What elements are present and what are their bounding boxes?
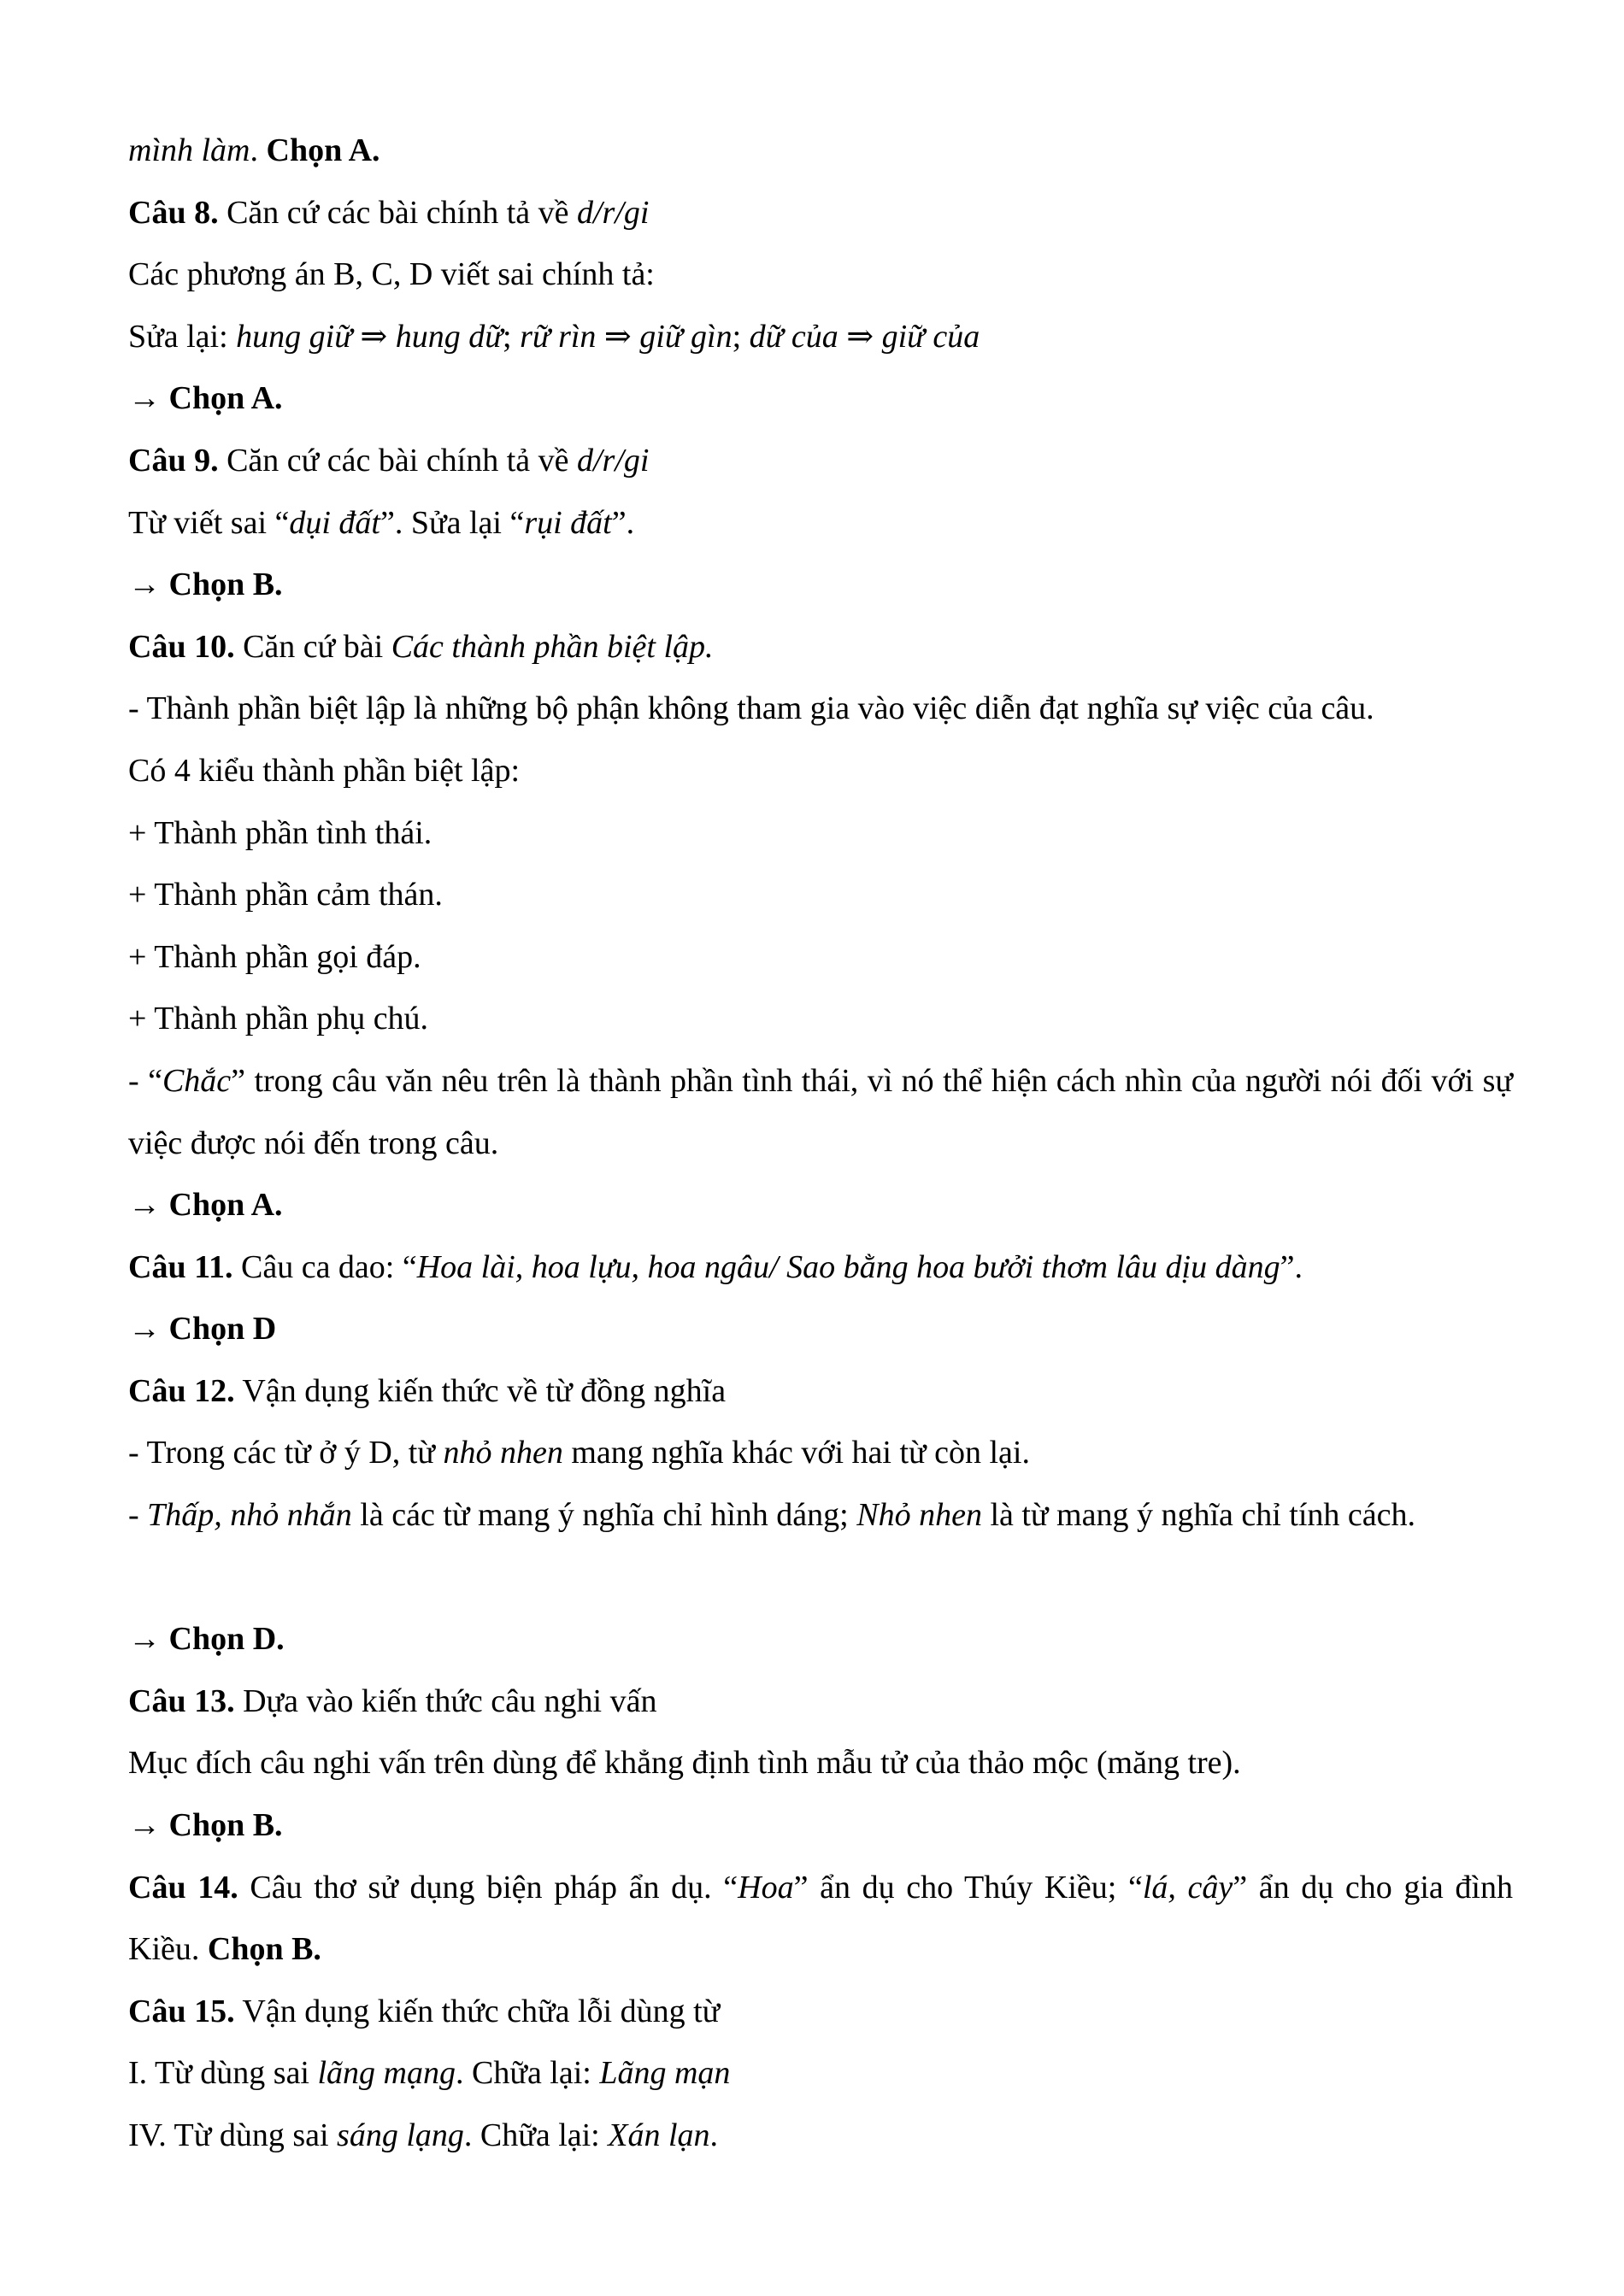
question-10-list-item: + Thành phần tình thái. [128,814,432,851]
question-8-answer: → Chọn A. [128,380,283,417]
question-12-explanation: - Thấp, nhỏ nhắn là các từ mang ý nghĩa chỉ hình dáng; Nhỏ nhen là từ mang ý nghĩa chỉ tính cách. [128,1497,1416,1534]
question-10-answer: → Chọn A. [128,1187,283,1224]
question-12-answer: → Chọn D. [128,1621,285,1658]
question-10-heading: Câu 10. Căn cứ bài Các thành phần biệt lập. [128,628,714,665]
question-12-line: - Trong các từ ở ý D, từ nhỏ nhen mang nghĩa khác với hai từ còn lại. [128,1435,1030,1471]
question-10-list-item: + Thành phần cảm thán. [128,877,443,913]
question-9-answer: → Chọn B. [128,567,283,603]
question-10-line: Có 4 kiểu thành phần biệt lập: [128,752,521,789]
question-10-list-item: + Thành phần phụ chú. [128,1001,429,1037]
line-continuation: mình làm. Chọn A. [128,132,380,168]
question-10-line: - Thành phần biệt lập là những bộ phận không tham gia vào việc diễn đạt nghĩa sự việc của câu. [128,690,1374,727]
question-8-line: Các phương án B, C, D viết sai chính tả: [128,256,655,293]
question-14-paragraph: Câu 14. Câu thơ sử dụng biện pháp ẩn dụ. “Hoa” ẩn dụ cho Thúy Kiều; “lá, cây” ẩn dụ cho gia đình Kiều. Chọn B. [128,1869,1513,1968]
question-13-answer: → Chọn B. [128,1807,283,1844]
question-10-list-item: + Thành phần gọi đáp. [128,938,421,975]
question-11-answer: → Chọn D [128,1311,277,1348]
document-page [128,120,1513,2167]
question-11-heading: Câu 11. Câu ca dao: “Hoa lài, hoa lựu, hoa ngâu/ Sao bằng hoa bưởi thơm lâu dịu dàng”. [128,1248,1303,1285]
question-8-heading: Câu 8. Căn cứ các bài chính tả về d/r/gi [128,194,650,231]
question-15-line: I. Từ dùng sai lãng mạng. Chữa lại: Lãng mạn [128,2055,731,2092]
question-8-correction: Sửa lại: hung giữ ⇒ hung dữ; rữ rìn ⇒ giữ gìn; dữ của ⇒ giữ của [128,318,980,355]
question-13-heading: Câu 13. Dựa vào kiến thức câu nghi vấn [128,1682,657,1719]
question-9-heading: Câu 9. Căn cứ các bài chính tả về d/r/gi [128,442,650,479]
question-13-line: Mục đích câu nghi vấn trên dùng để khẳng định tình mẫu tử của thảo mộc (măng tre). [128,1745,1241,1782]
question-15-line: IV. Từ dùng sai sáng lạng. Chữa lại: Xán lạn. [128,2117,719,2153]
question-9-line: Từ viết sai “dụi đất”. Sửa lại “rụi đất”. [128,504,635,541]
question-15-heading: Câu 15. Vận dụng kiến thức chữa lỗi dùng từ [128,1993,721,2029]
question-12-heading: Câu 12. Vận dụng kiến thức về từ đồng nghĩa [128,1372,727,1409]
question-10-explanation: - “Chắc” trong câu văn nêu trên là thành phần tình thái, vì nó thể hiện cách nhìn của người nói đối với sự việc được nói đến trong câu. [128,1062,1514,1161]
